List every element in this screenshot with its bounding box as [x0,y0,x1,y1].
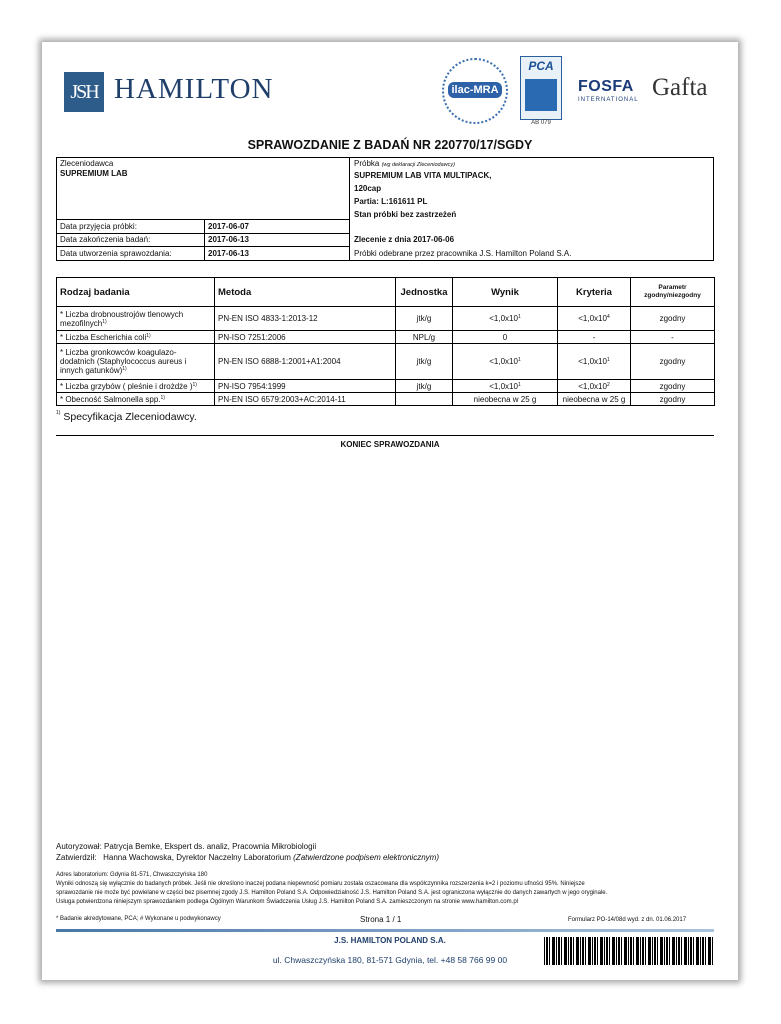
footer-address: ul. Chwaszczyńska 180, 81-571 Gdynia, tel. +48 58 766 99 00 [272,955,508,965]
test-criteria: $<1,0x10^2$ [558,380,631,393]
test-result: $<1,0x10^1$ [453,380,558,393]
header-unit: Jednostka [396,278,453,307]
ilac-mra-logo: ilac-MRA [442,58,508,124]
fosfa-logo-sub: INTERNATIONAL [578,97,639,103]
authorized-by: Autoryzował: Patrycja Bemke, Ekspert ds. analiz, Pracownia Mikrobiologii [56,842,317,851]
sample-package: 120cap [354,184,382,193]
pca-accreditation-number: AB 079 [531,120,551,126]
disclaimer-line-2: sprawozdanie nie może być powielane w części bez pisemnej zgody J.S. Hamilton Poland S.A. Odpowiedzialność J.S. Hamilton Poland S.A. jest ograniczona wyłącznie do danych zawartych w jego oryginale. [56,890,608,896]
report-info-box [56,157,714,261]
barcode-icon [544,937,714,965]
header-test: Rodzaj badania [57,278,215,307]
date-received-label: Data przyjęcia próbki: [60,222,137,231]
sample-pickup: Próbki odebrane przez pracownika J.S. Hamilton Poland S.A. [354,249,572,258]
pca-logo: PCA [520,56,562,120]
order-date: Zlecenie z dnia 2017-06-06 [354,235,455,244]
table-row [57,393,715,406]
results-header-row [57,278,715,307]
accreditation-legend: * Badanie akredytowane, PCA; # Wykonane u podwykonawcy [56,916,221,922]
disclaimer-line-3: Usługa potwierdzona niniejszym sprawozdaniem podlega Ogólnym Warunkom Świadczenia Usług J.S. Hamilton Poland S.A. zamieszczonym na stronie www.hamilton.com.pl [56,899,518,905]
report-title: SPRAWOZDANIE Z BADAŃ NR 220770/17/SGDY [247,138,533,152]
test-unit: jtk/g [396,380,453,393]
test-result: $<1,0x10^1$ [453,307,558,331]
date-created-label: Data utworzenia sprawozdania: [60,249,172,258]
header-param: Parametr zgodny/niezgodny [631,278,715,307]
test-method: PN-ISO 7251:2006 [215,331,396,344]
client-name: SUPREMIUM LAB [60,169,128,178]
test-name: * Liczba drobnoustrojów tlenowych mezofilnych$^{1)}$ [57,307,215,331]
test-result: 0 [453,331,558,344]
test-param: zgodny [631,307,715,331]
test-unit: NPL/g [396,331,453,344]
test-result: nieobecna w 25 g [453,393,558,406]
test-param: zgodny [631,393,715,406]
approved-by: Zatwierdził: Hanna Wachowska, Dyrektor Naczelny Laboratorium (Zatwierdzone podpisem elektronicznym) [56,853,439,862]
test-name: * Liczba grzybów ( pleśnie i drożdże )$^{1)}$ [57,380,215,393]
table-row [57,380,715,393]
date-completed-label: Data zakończenia badań: [60,235,151,244]
test-method: PN-ISO 7954:1999 [215,380,396,393]
table-row [57,307,715,331]
hamilton-logo-mark: JSH [64,72,104,112]
sample-condition: Stan próbki bez zastrzeżeń [354,210,457,219]
report-page [42,42,738,980]
test-name: * Liczba gronkowców koagulazo-dodatnich (Staphylococcus aureus i innych gatunków)$^{1)}$ [57,344,215,380]
test-method: PN-EN ISO 4833-1:2013-12 [215,307,396,331]
table-row [57,344,715,380]
pca-badge-icon [525,79,557,111]
test-criteria: nieobecna w 25 g [558,393,631,406]
divider [56,435,714,436]
test-result: $<1,0x10^1$ [453,344,558,380]
date-created-value: 2017-06-13 [208,249,249,258]
footnote: $^{1)}$ Specyfikacja Zleceniodawcy. [56,410,197,423]
header-result: Wynik [453,278,558,307]
test-param: - [631,331,715,344]
test-criteria: - [558,331,631,344]
gafta-logo: Gafta [652,74,708,101]
date-received-value: 2017-06-07 [208,222,249,231]
header-criteria: Kryteria [558,278,631,307]
test-criteria: $<1,0x10^4$ [558,307,631,331]
hamilton-logo-text: HAMILTON [114,73,274,105]
test-criteria: $<1,0x10^1$ [558,344,631,380]
disclaimer-line-1: Wyniki odnoszą się wyłącznie do badanych próbek. Jeśli nie określono inaczej podana niepewność pomiaru została oszacowana dla współczynnika rozszerzenia k=2 i poziomu ufności 95%. Niniejsze [56,881,585,887]
page-number: Strona 1 / 1 [360,915,402,924]
form-number: Formularz PO-14/08d wyd. z dn. 01.06.2017 [568,917,687,923]
date-completed-value: 2017-06-13 [208,235,249,244]
test-unit [396,393,453,406]
results-table [56,277,715,406]
footer-company: J.S. HAMILTON POLAND S.A. [334,936,446,945]
table-row [57,331,715,344]
fosfa-logo: FOSFA [578,78,634,95]
footer-bar [56,929,714,932]
test-name: * Liczba Escherichia coli$^{1)}$ [57,331,215,344]
end-of-report: KONIEC SPRAWOZDANIA [340,440,440,449]
lab-address: Adres laboratorium: Gdynia 81-571, Chwaszczyńska 180 [56,872,208,878]
header-method: Metoda [215,278,396,307]
test-method: PN-EN ISO 6888-1:2001+A1:2004 [215,344,396,380]
test-name: * Obecność Salmonella spp.$^{1)}$ [57,393,215,406]
test-unit: jtk/g [396,344,453,380]
test-unit: jtk/g [396,307,453,331]
client-label: Zleceniodawca [60,159,114,168]
sample-batch: Partia: L:161611 PL [354,197,428,206]
sample-name: SUPREMIUM LAB VITA MULTIPACK, [354,171,492,180]
test-param: zgodny [631,380,715,393]
test-method: PN-EN ISO 6579:2003+AC:2014-11 [215,393,396,406]
sample-label: Próbka (wg deklaracji Zleceniodawcy) [354,159,455,168]
test-param: zgodny [631,344,715,380]
